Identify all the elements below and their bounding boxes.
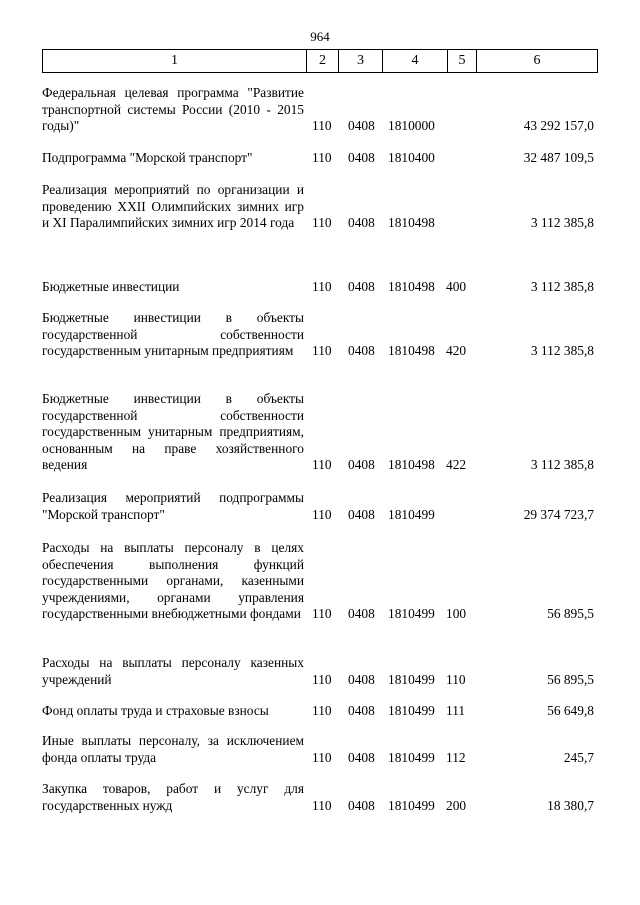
header-col-3: 3 [339, 50, 383, 72]
row-col-6: 3 112 385,8 [530, 215, 594, 230]
header-col-1: 1 [43, 50, 307, 72]
table-row [42, 655, 598, 688]
row-col-2: 110 [312, 343, 332, 358]
table-row [42, 490, 598, 523]
row-name: Федеральная целевая программа "Развитие транспортной системы России (2010 - 2015 годы)" [42, 85, 304, 133]
row-col-6: 3 112 385,8 [530, 279, 594, 294]
row-col-6: 3 112 385,8 [530, 343, 594, 358]
row-col-5: 200 [446, 797, 467, 813]
row-col-4: 1810498 [388, 279, 435, 294]
row-col-6: 3 112 385,8 [530, 457, 594, 472]
table-row [42, 150, 598, 167]
row-col-5: 422 [446, 457, 467, 472]
row-col-2: 110 [312, 797, 332, 813]
row-col-5: 111 [446, 703, 466, 718]
row-col-6: 29 374 723,7 [523, 506, 594, 522]
table-row [42, 703, 598, 720]
row-col-2: 110 [312, 606, 332, 621]
row-name: Бюджетные инвестиции в объекты государственной собственности государственным унитарным предприятиям [42, 310, 304, 358]
row-col-6: 56 895,5 [547, 671, 594, 687]
row-col-2: 110 [312, 457, 332, 472]
table-row [42, 733, 598, 766]
row-col-5: 112 [446, 749, 466, 765]
row-col-6: 43 292 157,0 [523, 118, 594, 133]
row-name: Реализация мероприятий по организации и проведению XXII Олимпийских зимних игр и XI Паралимпийских зимних игр 2014 года [42, 182, 304, 230]
row-name: Иные выплаты персоналу, за исключением фонда оплаты труда [42, 733, 304, 765]
row-col-4: 1810499 [388, 703, 435, 718]
row-col-2: 110 [312, 215, 332, 230]
row-col-2: 110 [312, 703, 332, 718]
page-number: 964 [310, 29, 330, 44]
header-col-6: 6 [533, 53, 541, 68]
row-name: Закупка товаров, работ и услуг для государственных нужд [42, 781, 304, 813]
header-col-4: 4 [383, 50, 448, 72]
row-name: Фонд оплаты труда и страховые взносы [42, 703, 269, 718]
header-col-2: 2 [307, 50, 339, 72]
row-col-2: 110 [312, 749, 332, 765]
row-col-3: 0408 [348, 118, 375, 133]
row-col-4: 1810499 [388, 797, 435, 813]
table-row [42, 540, 598, 623]
row-col-3: 0408 [348, 215, 375, 230]
table-row [42, 781, 598, 814]
table-row [42, 310, 598, 360]
table-header [42, 49, 598, 73]
row-col-2: 110 [312, 279, 332, 294]
row-col-5: 110 [446, 671, 466, 687]
row-col-3: 0408 [348, 279, 375, 294]
row-col-3: 0408 [348, 343, 375, 358]
row-col-5: 100 [446, 606, 467, 621]
row-name: Реализация мероприятий подпрограммы "Морской транспорт" [42, 490, 304, 522]
row-col-4: 1810499 [388, 749, 435, 765]
row-col-3: 0408 [348, 150, 375, 165]
row-col-3: 0408 [348, 506, 375, 522]
row-name: Подпрограмма "Морской транспорт" [42, 150, 253, 165]
row-col-2: 110 [312, 506, 332, 522]
row-col-5: 400 [446, 279, 467, 294]
row-col-2: 110 [312, 118, 332, 133]
row-col-4: 1810498 [388, 343, 435, 358]
row-name: Расходы на выплаты персоналу казенных учреждений [42, 655, 304, 687]
row-col-4: 1810499 [388, 506, 435, 522]
row-col-4: 1810000 [388, 118, 435, 133]
row-col-5: 420 [446, 343, 467, 358]
table-row [42, 85, 598, 135]
row-col-3: 0408 [348, 457, 375, 472]
header-col-5: 5 [448, 50, 477, 72]
row-name: Бюджетные инвестиции [42, 279, 180, 294]
row-col-3: 0408 [348, 797, 375, 813]
row-col-3: 0408 [348, 749, 375, 765]
row-col-6: 56 649,8 [547, 703, 594, 718]
table-row [42, 182, 598, 232]
row-col-4: 1810400 [388, 150, 435, 165]
row-name: Расходы на выплаты персоналу в целях обеспечения выполнения функций государственными органами, казенными учреждениями, органами управления государственными внебюджетными фондами [42, 540, 304, 621]
row-col-4: 1810498 [388, 215, 435, 230]
table-row [42, 391, 598, 474]
row-col-3: 0408 [348, 606, 375, 621]
row-col-2: 110 [312, 150, 332, 165]
row-col-6: 32 487 109,5 [523, 150, 594, 165]
row-col-2: 110 [312, 671, 332, 687]
row-col-3: 0408 [348, 703, 375, 718]
table-row [42, 279, 598, 296]
row-col-3: 0408 [348, 671, 375, 687]
row-col-4: 1810499 [388, 606, 435, 621]
row-col-4: 1810498 [388, 457, 435, 472]
row-name: Бюджетные инвестиции в объекты государственной собственности государственным унитарным предприятиям, основанным на праве хозяйственного ведения [42, 391, 304, 472]
row-col-6: 18 380,7 [547, 797, 594, 813]
row-col-6: 245,7 [563, 749, 594, 765]
row-col-4: 1810499 [388, 671, 435, 687]
row-col-6: 56 895,5 [547, 606, 594, 621]
